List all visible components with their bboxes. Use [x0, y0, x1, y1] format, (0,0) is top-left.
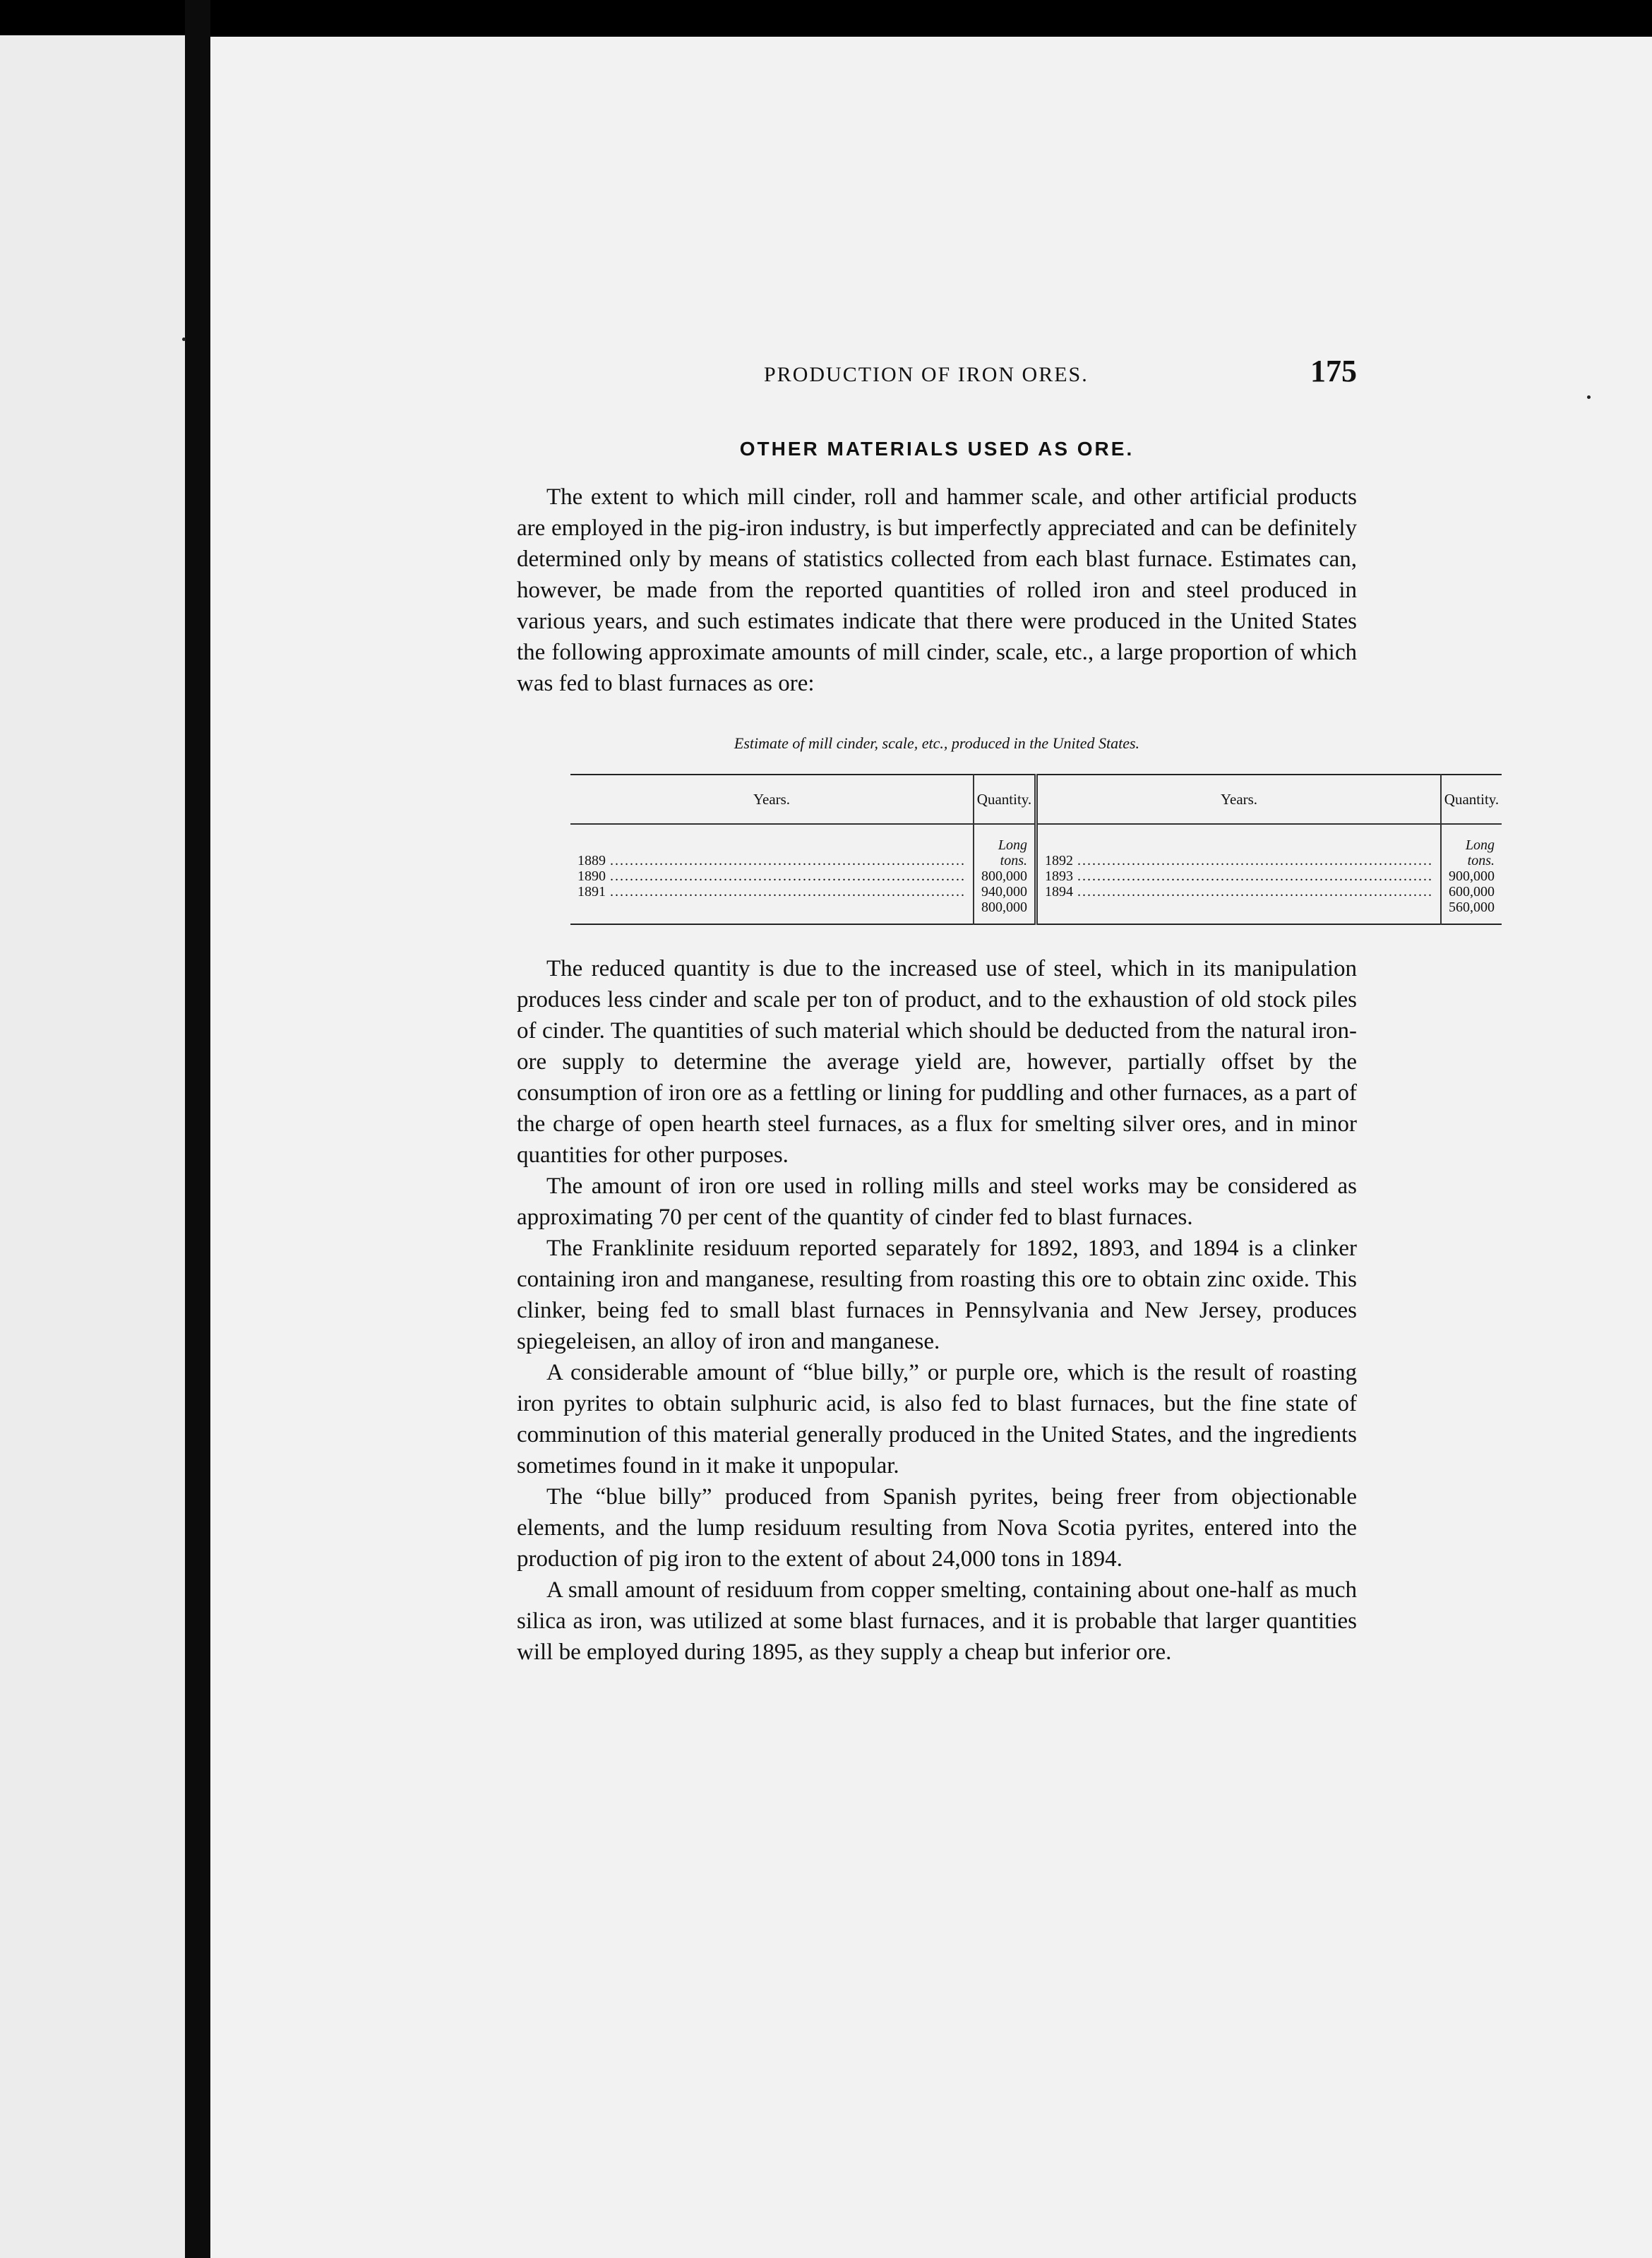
header-quantity-right: Quantity. [1441, 775, 1502, 824]
quantity-cell: 560,000 [1449, 900, 1495, 915]
years-column-left [570, 824, 974, 924]
running-head [517, 353, 1357, 395]
page-text-block [517, 353, 1500, 1668]
year-cell: 1891 [577, 884, 606, 900]
year-cell: 1894 [1045, 884, 1073, 900]
table-row [1045, 868, 1433, 884]
table-row [577, 853, 966, 868]
book-gutter [185, 0, 210, 2258]
table-row [1045, 884, 1433, 900]
quantity-cell: 800,000 [981, 868, 1027, 884]
year-cell: 1893 [1045, 868, 1073, 884]
quantity-cell: 600,000 [1449, 884, 1495, 900]
quantity-cell: 800,000 [981, 900, 1027, 915]
paragraph-blue-billy: A considerable amount of “blue billy,” or purple ore, which is the result of roasting iron pyrites to obtain sulphuric acid, is also fed to blast furnaces, but the fine state of comminution of this material generally produced in the United States, and the ingredients sometimes found in it make it unpopular. [517, 1360, 1357, 1479]
table-body-row [570, 824, 1502, 924]
years-column-right [1036, 824, 1442, 924]
quantity-column-left [974, 824, 1036, 924]
paragraph-spanish-pyrites: The “blue billy” produced from Spanish pyrites, being freer from objectionable elements, and the lump residuum resulting from Nova Scotia pyrites, entered into the production of pig iron to the extent of about 24,000 tons in 1894. [517, 1484, 1357, 1572]
paragraph-copper-residuum: A small amount of residuum from copper smelting, containing about one-half as much silica as iron, was utilized at some blast furnaces, and it is probable that larger quantities will be employed during 1895, as they supply a cheap but inferior ore. [517, 1577, 1357, 1665]
left-page-edge [0, 35, 185, 2258]
table-row [577, 884, 966, 900]
paragraph-intro: The extent to which mill cinder, roll and hammer scale, and other artificial products are employed in the pig-iron industry, is but imperfectly appreciated and can be definitely determined only by means of statistics collected from each blast furnace. Estimates can, however, be made from the reported quantities of rolled iron and steel produced in various years, and such estimates indicate that there were produced in the United States the following approximate amounts of mill cinder, scale, etc., a large proportion of which was fed to blast furnaces as ore: [517, 484, 1357, 696]
year-cell: 1892 [1045, 853, 1073, 868]
unit-label-right: Long tons. [1465, 837, 1495, 868]
page-number: 175 [1310, 354, 1357, 388]
paragraph-iron-ore-amount: The amount of iron ore used in rolling mills and steel works may be considered as approximating 70 per cent of the quantity of cinder fed to blast furnaces. [517, 1173, 1357, 1230]
unit-label-left: Long tons. [998, 837, 1027, 868]
table-row [577, 868, 966, 884]
year-cell: 1889 [577, 853, 606, 868]
quantity-cell: 940,000 [981, 884, 1027, 900]
section-heading: OTHER MATERIALS USED AS ORE. [739, 438, 1135, 460]
table-header-row [570, 775, 1502, 824]
quantity-cell: 900,000 [1449, 868, 1495, 884]
header-quantity-left: Quantity. [974, 775, 1036, 824]
header-years-left: Years. [570, 775, 974, 824]
year-cell: 1890 [577, 868, 606, 884]
cinder-estimate-table [570, 774, 1502, 925]
quantity-column-right [1441, 824, 1502, 924]
scan-speck [1587, 395, 1591, 399]
scan-speck [182, 337, 186, 341]
table-row [1045, 853, 1433, 868]
header-years-right: Years. [1036, 775, 1442, 824]
paragraph-reduced-quantity: The reduced quantity is due to the increased use of steel, which in its manipulation produces less cinder and scale per ton of product, and to the exhaustion of old stock piles of cinder. The quantities of such material which should be deducted from the natural iron-ore supply to determine the average yield are, however, partially offset by the consumption of iron ore as a fettling or lining for puddling and other furnaces, as a part of the charge of open hearth steel furnaces, as a flux for smelting silver ores, and in minor quantities for other purposes. [517, 956, 1357, 1168]
running-title: PRODUCTION OF IRON ORES. [764, 363, 1089, 386]
paragraph-franklinite: The Franklinite residuum reported separately for 1892, 1893, and 1894 is a clinker containing iron and manganese, resulting from roasting this ore to obtain zinc oxide. This clinker, being fed to small blast furnaces in Pennsylvania and New Jersey, produces spiegeleisen, an alloy of iron and manganese. [517, 1236, 1357, 1354]
table-caption: Estimate of mill cinder, scale, etc., produced in the United States. [734, 734, 1140, 752]
